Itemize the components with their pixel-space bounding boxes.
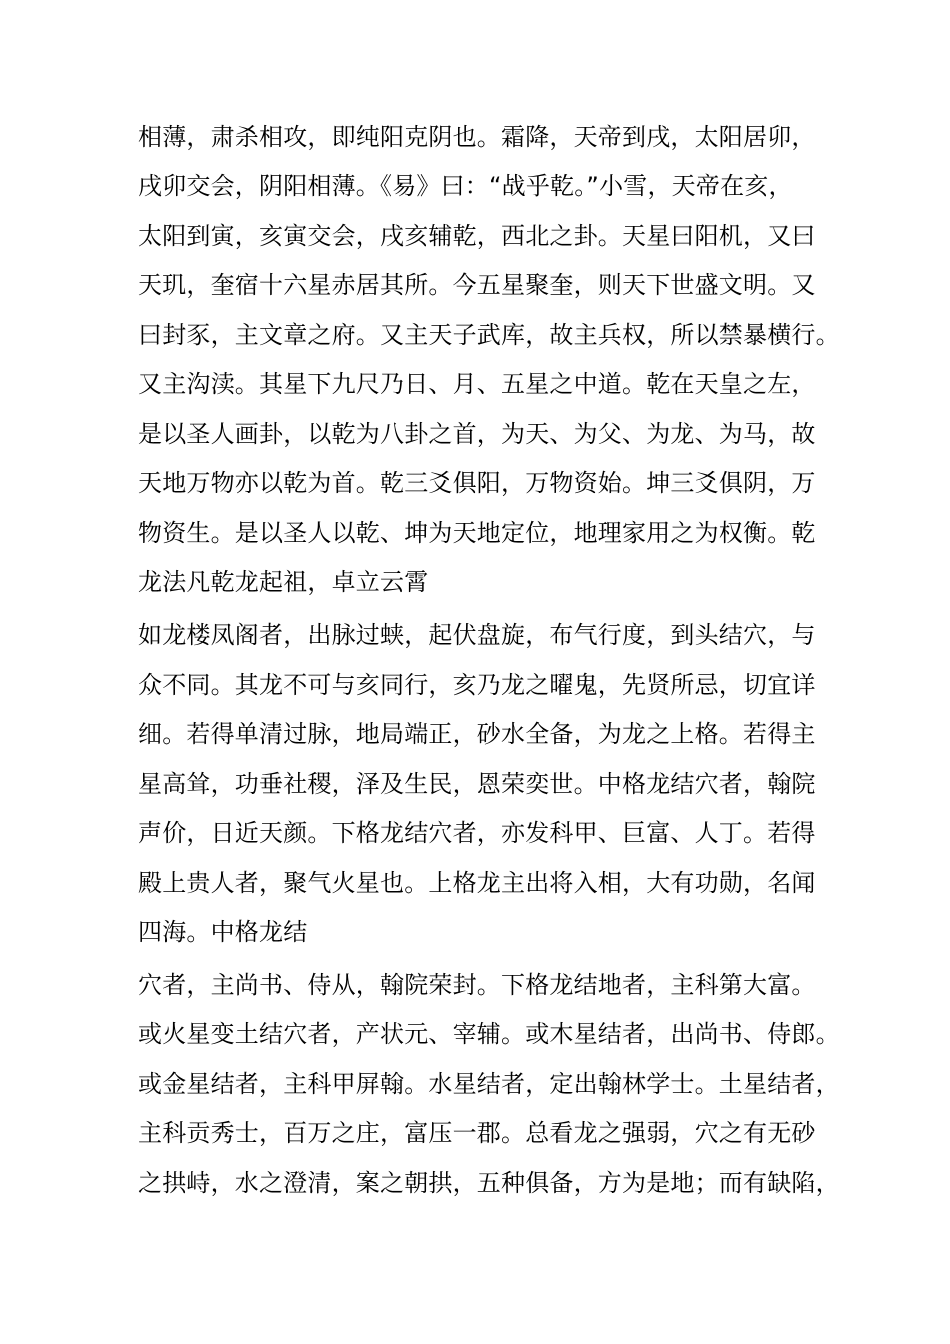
text-line: 相薄，肃杀相攻，即纯阳克阴也。霜降，天帝到戌，太阳居卯， [138, 123, 816, 151]
text-line: 天玑，奎宿十六星赤居其所。今五星聚奎，则天下世盛文明。又 [138, 271, 816, 299]
text-line: 是以圣人画卦，以乾为八卦之首，为天、为父、为龙、为马，故 [138, 420, 816, 448]
text-line: 殿上贵人者，聚气火星也。上格龙主出将入相，大有功勋，名闻 [138, 869, 816, 897]
text-line: 细。若得单清过脉，地局端正，砂水全备，为龙之上格。若得主 [138, 720, 816, 748]
text-line: 四海。中格龙结 [138, 918, 308, 946]
text-line: 穴者，主尚书、侍从，翰院荣封。下格龙结地者，主科第大富。 [138, 971, 816, 999]
text-line: 太阳到寅，亥寅交会，戌亥辅乾，西北之卦。天星曰阳机，又曰 [138, 222, 816, 250]
text-line: 主科贡秀士，百万之庄，富压一郡。总看龙之强弱，穴之有无砂 [138, 1119, 816, 1147]
text-line: 众不同。其龙不可与亥同行，亥乃龙之曜鬼，先贤所忌，切宜详 [138, 671, 816, 699]
text-line: 星高耸，功垂社稷，泽及生民，恩荣奕世。中格龙结穴者，翰院 [138, 770, 816, 798]
text-line: 物资生。是以圣人以乾、坤为天地定位，地理家用之为权衡。乾 [138, 519, 816, 547]
text-line: 又主沟渎。其星下九尺乃日、月、五星之中道。乾在天皇之左， [138, 370, 816, 398]
text-line: 龙法凡乾龙起祖，卓立云霄 [138, 568, 429, 596]
text-line: 或火星变土结穴者，产状元、宰辅。或木星结者，出尚书、侍郎。 [138, 1020, 840, 1048]
text-line: 如龙楼凤阁者，出脉过蛱，起伏盘旋，布气行度，到头结穴，与 [138, 621, 816, 649]
text-line: 之拱峙，水之澄清，案之朝拱，五种俱备，方为是地；而有缺陷， [138, 1169, 840, 1197]
text-line: 声价，日近天颜。下格龙结穴者，亦发科甲、巨富、人丁。若得 [138, 819, 816, 847]
text-line: 天地万物亦以乾为首。乾三爻俱阳，万物资始。坤三爻俱阴，万 [138, 469, 816, 497]
text-line: 戌卯交会，阴阳相薄。《易》曰：“战乎乾。”小雪，天帝在亥， [138, 172, 793, 200]
text-line: 曰封豕，主文章之府。又主天子武库，故主兵权，所以禁暴横行。 [138, 321, 840, 349]
text-line: 或金星结者，主科甲屏翰。水星结者，定出翰林学士。土星结者， [138, 1070, 840, 1098]
